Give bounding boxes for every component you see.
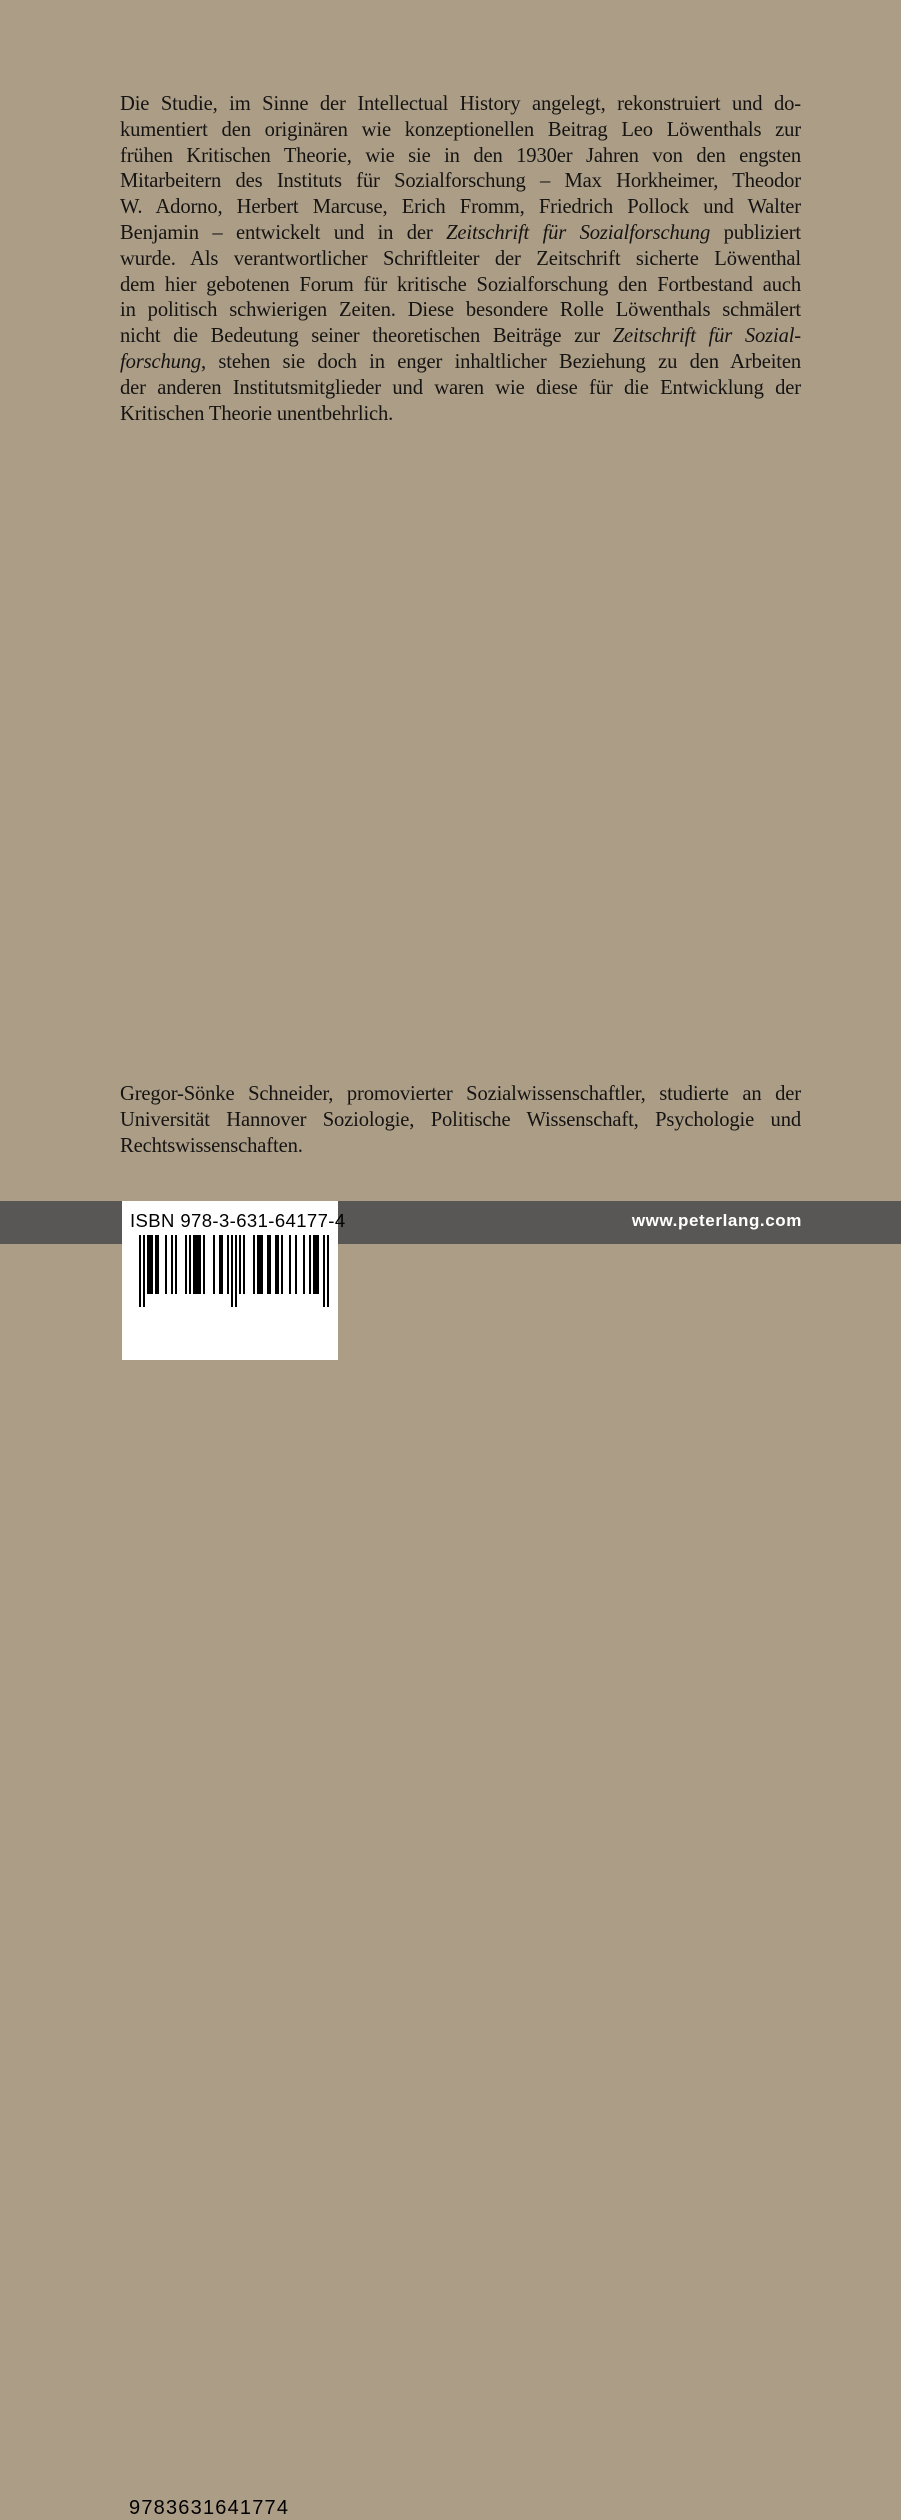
- barcode-bar: [219, 1235, 221, 1294]
- blurb-line: dem hier gebotenen Forum für kritische Sozialforschung den Fortbestand auch: [120, 273, 801, 296]
- blurb-line: [120, 221, 801, 247]
- blurb-line-segment: nicht die Bedeutung seiner theoretischen Beiträge zur: [120, 325, 600, 348]
- barcode-bar: [195, 1235, 197, 1294]
- blurb-line: wurde. Als verantwortlicher Schriftleiter der Zeitschrift sicherte Löwenthal: [120, 247, 801, 270]
- barcode-bar: [289, 1235, 291, 1294]
- barcode-bar: [269, 1235, 271, 1294]
- blurb-line-segment: , stehen sie doch in enger inhaltlicher Beziehung zu den Arbeiten: [201, 350, 801, 373]
- barcode-bar: [257, 1235, 259, 1294]
- blurb-line: in politisch schwierigen Zeiten. Diese besondere Rolle Löwenthals schmälert: [120, 299, 801, 322]
- blurb-line: Die Studie, im Sinne der Intellectual History angelegt, rekonstruiert und do-: [120, 93, 801, 115]
- barcode-bar: [143, 1235, 145, 1307]
- barcode-bar: [151, 1235, 153, 1294]
- barcode-bar: [171, 1235, 173, 1294]
- barcode-bar: [185, 1235, 187, 1294]
- author-line: Universität Hannover Soziologie, Politische Wissenschaft, Psychologie und: [120, 1108, 801, 1131]
- barcode-bar: [221, 1235, 223, 1294]
- author-bio: [120, 1082, 801, 1159]
- barcode-icon: [122, 1201, 338, 1360]
- barcode-bar: [267, 1235, 269, 1294]
- blurb-line: der anderen Institutsmitglieder und waren wie diese für die Entwicklung der: [120, 376, 801, 399]
- blurb-line: Mitarbeitern des Instituts für Sozialforschung – Max Horkheimer, Theodor: [120, 170, 801, 193]
- blurb-line: Kritischen Theorie unentbehrlich.: [120, 402, 394, 425]
- blurb-line-segment: publiziert: [723, 221, 801, 244]
- barcode-bar: [309, 1235, 311, 1294]
- barcode-bar: [165, 1235, 167, 1294]
- barcode-bar: [277, 1235, 279, 1294]
- barcode-bar: [303, 1235, 305, 1294]
- blurb-line: kumentiert den originären wie konzeptionellen Beitrag Leo Löwenthals zur: [120, 118, 801, 141]
- barcode-bar: [313, 1235, 315, 1294]
- barcode-bar: [281, 1235, 283, 1294]
- blurb-line: frühen Kritischen Theorie, wie sie in den 1930er Jahren von den engsten: [120, 144, 801, 167]
- barcode-bar: [243, 1235, 245, 1294]
- barcode-bar: [155, 1235, 157, 1294]
- barcode-bar: [253, 1235, 255, 1294]
- author-line: Gregor-Sönke Schneider, promovierter Sozialwissenschaftler, studierte an der: [120, 1083, 801, 1105]
- blurb-line: W. Adorno, Herbert Marcuse, Erich Fromm, Friedrich Pollock und Walter: [120, 196, 801, 219]
- barcode-bar: [323, 1235, 325, 1307]
- publisher-url[interactable]: www.peterlang.com: [631, 1211, 802, 1230]
- journal-title: forschung: [120, 350, 202, 373]
- barcode-bar: [157, 1235, 159, 1294]
- author-line: Rechtswissenschaften.: [120, 1134, 303, 1157]
- blurb-text: [120, 92, 801, 427]
- barcode-bar: [317, 1235, 319, 1294]
- barcode-bar: [197, 1235, 199, 1294]
- isbn-label: ISBN 978-3-631-64177-4: [130, 1210, 346, 1231]
- barcode-bar: [149, 1235, 151, 1294]
- barcode-bar: [315, 1235, 317, 1294]
- barcode-bar: [227, 1235, 229, 1294]
- barcode-bar: [239, 1235, 241, 1294]
- blurb-line: [120, 324, 801, 350]
- barcode-bar: [235, 1235, 237, 1307]
- barcode-bar: [259, 1235, 261, 1294]
- ean-digits: 9783631641774: [129, 2497, 290, 2519]
- barcode-bar: [327, 1235, 329, 1307]
- barcode-bar: [231, 1235, 233, 1307]
- barcode-bar: [275, 1235, 277, 1294]
- barcode-bar: [189, 1235, 191, 1294]
- blurb-line-segment: Benjamin – entwickelt und in der: [120, 221, 433, 244]
- journal-title: Zeitschrift für Sozial-: [612, 325, 801, 348]
- barcode-bar: [261, 1235, 263, 1294]
- barcode-bar: [139, 1235, 141, 1307]
- blurb-line: [120, 350, 801, 376]
- barcode-bar: [147, 1235, 149, 1294]
- barcode-bar: [213, 1235, 215, 1294]
- barcode-bar: [203, 1235, 205, 1294]
- barcode-bar: [295, 1235, 297, 1294]
- barcode-box: [122, 1201, 346, 2519]
- barcode-bar: [175, 1235, 177, 1294]
- barcode-bar: [199, 1235, 201, 1294]
- journal-title: Zeitschrift für Sozialforschung: [446, 221, 711, 244]
- barcode-bar: [193, 1235, 195, 1294]
